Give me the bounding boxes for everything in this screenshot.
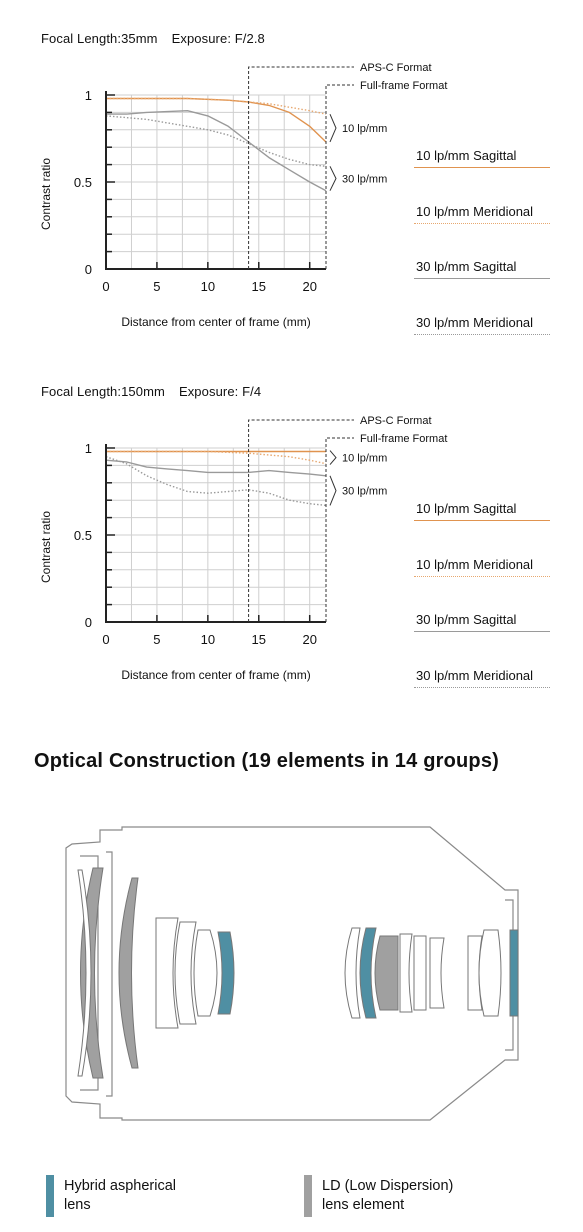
x-tick-label: 15 [251, 279, 267, 294]
lens-element [479, 930, 501, 1016]
series-line [106, 452, 326, 464]
apsc-format-marker [249, 67, 354, 269]
x-tick-label: 0 [102, 279, 110, 294]
fullframe-format-marker [326, 438, 354, 622]
legend-label: 30 lp/mm Sagittal [416, 612, 517, 627]
legend-item [414, 148, 550, 178]
legend-item [414, 315, 550, 345]
legend-swatch-line [414, 223, 550, 224]
y-axis-label: Contrast ratio [39, 157, 53, 231]
bracket-30lp-bracket [330, 476, 336, 506]
y-tick-label: 0 [84, 262, 92, 277]
ld-element [119, 878, 138, 1068]
legend-label: 10 lp/mm Meridional [416, 203, 534, 219]
y-tick-label: 1 [84, 441, 92, 456]
bracket-10lp-bracket [330, 451, 336, 465]
x-tick-label: 20 [302, 632, 317, 647]
x-axis-label: Distance from center of frame (mm) [121, 668, 311, 682]
hybrid-swatch [46, 1175, 54, 1217]
lens-element [430, 938, 444, 1008]
legend-item [414, 557, 550, 587]
lens-element [414, 936, 426, 1010]
legend-item [414, 501, 550, 531]
legend-item [414, 668, 550, 698]
x-tick-label: 10 [200, 279, 216, 294]
ld-label-line2: lens element [322, 1197, 405, 1213]
mtf-plot [0, 25, 583, 355]
legend-swatch-line [414, 576, 550, 577]
x-tick-label: 15 [251, 632, 267, 647]
legend-swatch-line [414, 167, 550, 168]
hybrid-aspherical-element [510, 930, 518, 1016]
fullframe-format-label: Full-frame Format [360, 80, 448, 92]
legend-label: 10 lp/mm Sagittal [416, 501, 517, 516]
mtf-chart-35mm [0, 25, 583, 355]
legend-label: 10 lp/mm Sagittal [416, 148, 517, 163]
y-tick-label: 0.5 [73, 528, 92, 543]
focal-length-label: Focal Length:35mm [41, 31, 158, 46]
y-tick-label: 0 [84, 615, 92, 630]
series-line [106, 99, 326, 115]
front-group [78, 868, 138, 1078]
lens-construction-diagram [0, 800, 583, 1140]
series-line [106, 457, 326, 506]
legend-item [414, 259, 550, 289]
y-tick-label: 1 [84, 88, 92, 103]
series-line [106, 111, 326, 191]
exposure-label: Exposure: F/2.8 [171, 31, 265, 46]
x-tick-label: 5 [153, 632, 161, 647]
x-axis-label: Distance from center of frame (mm) [121, 315, 311, 329]
apsc-format-marker [249, 420, 354, 622]
bracket-30lp-label: 30 lp/mm [342, 173, 388, 186]
legend-swatch-line [414, 334, 550, 335]
focal-length-label: Focal Length:150mm [41, 384, 165, 399]
lens-element [175, 922, 196, 1024]
legend-label: 10 lp/mm Meridional [416, 556, 534, 572]
lens-element [345, 928, 360, 1018]
legend-swatch-line [414, 520, 550, 521]
x-tick-label: 5 [153, 279, 161, 294]
exposure-label: Exposure: F/4 [178, 384, 262, 399]
bracket-10lp-label: 10 lp/mm [342, 123, 388, 136]
apsc-format-label: APS-C Format [360, 415, 432, 427]
legend-swatch-line [414, 687, 550, 688]
apsc-format-label: APS-C Format [360, 62, 432, 74]
x-tick-label: 20 [302, 279, 317, 294]
lens-element [400, 934, 412, 1012]
middle-group [156, 918, 234, 1028]
ld-label-line1: LD (Low Dispersion) [322, 1178, 454, 1194]
optical-construction-title: Optical Construction (19 elements in 14 groups) [34, 750, 500, 772]
series-line [106, 460, 326, 476]
ld-swatch [304, 1175, 312, 1217]
ld-element [375, 936, 398, 1010]
hybrid-aspherical-element [218, 932, 234, 1014]
legend-item [414, 612, 550, 642]
mtf-chart-150mm [0, 378, 583, 708]
lens-element [194, 930, 217, 1016]
fullframe-format-label: Full-frame Format [360, 433, 448, 445]
lens-barrel-outline [66, 827, 518, 1120]
x-tick-label: 10 [200, 632, 216, 647]
hybrid-aspherical-element [360, 928, 376, 1018]
bracket-10lp-bracket [330, 114, 336, 142]
x-tick-label: 0 [102, 632, 110, 647]
series-line [106, 116, 326, 166]
bracket-30lp-bracket [330, 166, 336, 190]
hybrid-label-line1: Hybrid aspherical [64, 1178, 177, 1194]
hybrid-label [64, 1177, 224, 1215]
mtf-plot [0, 378, 583, 708]
legend-label: 30 lp/mm Meridional [416, 314, 534, 330]
y-axis-label: Contrast ratio [39, 510, 53, 584]
bracket-30lp-label: 30 lp/mm [342, 485, 388, 498]
legend-item [414, 204, 550, 234]
legend-swatch-line [414, 631, 550, 632]
rear-group [345, 928, 518, 1018]
bracket-10lp-label: 10 lp/mm [342, 452, 388, 465]
ld-label [322, 1177, 482, 1215]
legend-swatch-line [414, 278, 550, 279]
hybrid-label-line2: lens [64, 1197, 91, 1213]
legend-label: 30 lp/mm Meridional [416, 667, 534, 683]
y-tick-label: 0.5 [73, 175, 92, 190]
legend-label: 30 lp/mm Sagittal [416, 259, 517, 274]
